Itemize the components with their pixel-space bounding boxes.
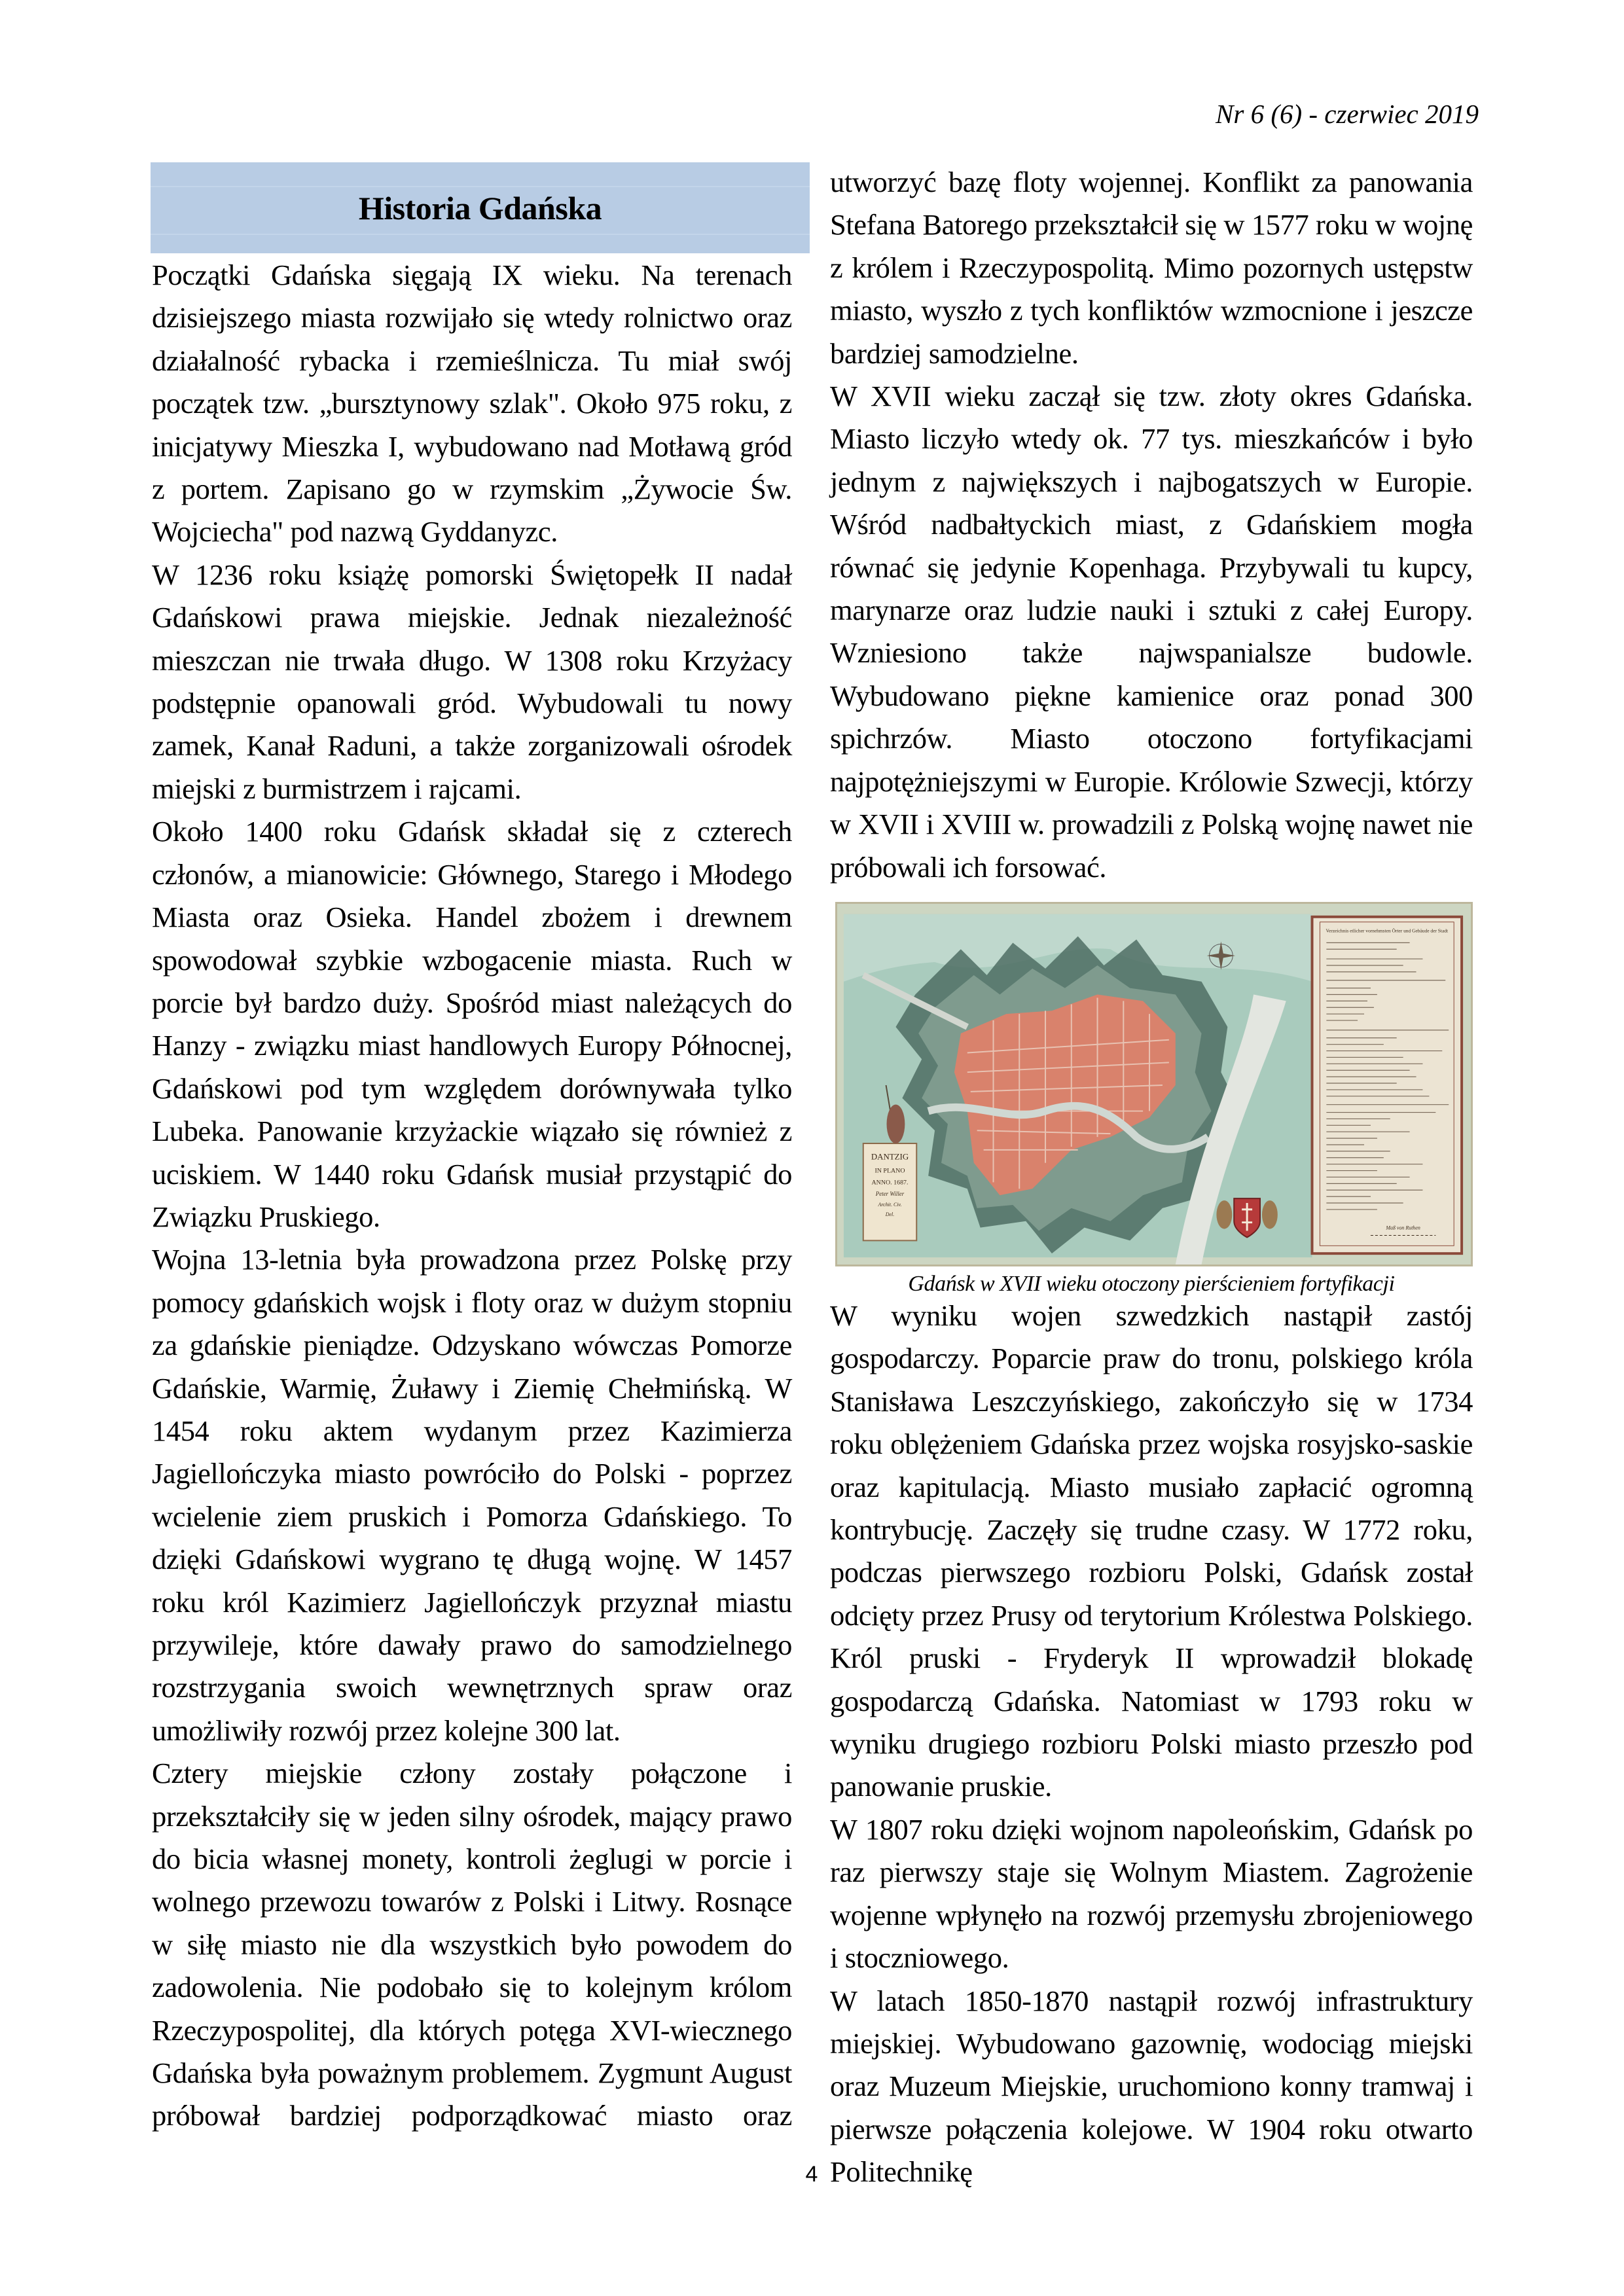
right-column-upper — [830, 161, 1473, 889]
svg-text:Peter Willer: Peter Willer — [875, 1191, 905, 1198]
map-legend-heading: Verzeichnis etlicher vornehmsten Örter und Gebäude der Stadt — [1326, 927, 1449, 934]
historic-map-image — [835, 902, 1473, 1266]
svg-text:Archit. Civ.: Archit. Civ. — [878, 1201, 902, 1208]
paragraph: W wyniku wojen szwedzkich nastąpił zastój gospodarczy. Poparcie praw do tronu, polskiego króla Stanisława Leszczyńskiego, zakończyło się w 1734 roku oblężeniem Gdańska przez wojska rosyjsko-saskie oraz kapitulacją. Miasto musiało zapłacić ogromną kontrybucję. Zaczęły się trudne czasy. W 1772 roku, podczas pierwszego rozbioru Polski, Gdańsk został odcięty przez Prusy od terytorium Królestwa Polskiego. Król pruski - Fryderyk II wprowadził blokadę gospodarczą Gdańska. Natomiast w 1793 roku w wyniku drugiego rozbioru Polski miasto przeszło pod panowanie pruskie. — [830, 1299, 1473, 1803]
map-scale-label: Maß von Ruthen — [1386, 1225, 1420, 1231]
svg-text:Del.: Del. — [885, 1211, 895, 1217]
svg-text:ANNO. 1687.: ANNO. 1687. — [871, 1179, 909, 1187]
paragraph: utworzyć bazę floty wojennej. Konflikt za panowania Stefana Batorego przekształcił się w 1577 roku w wojnę z królem i Rzeczypospolitą. Mimo pozornych ustępstw miasto, wyszło z tych konfliktów wzmocnione i jeszcze bardziej samodzielne. — [830, 166, 1473, 370]
right-column-lower — [830, 1295, 1473, 2194]
paragraph: Około 1400 roku Gdańsk składał się z czterech członów, a mianowicie: Głównego, Starego i Młodego Miasta oraz Osieka. Handel zbożem i drewnem spowodował szybkie wzbogacenie miasta. Ruch w porcie był bardzo duży. Spośród miast należących do Hanzy - związku miast handlowych Europy Północnej, Gdańskowi pod tym względem dorównywała tylko Lubeka. Panowanie krzyżackie wiązało się również z uciskiem. W 1440 roku Gdańsk musiał przystąpić do Związku Pruskiego. — [152, 815, 792, 1233]
left-column — [152, 254, 792, 2138]
paragraph: Początki Gdańska sięgają IX wieku. Na terenach dzisiejszego miasta rozwijało się wtedy rolnictwo oraz działalność rybacka i rzemieślnicza. Tu miał swój początek tzw. „bursztynowy szlak". Około 975 roku, z inicjatywy Mieszka I, wybudowano nad Motławą gród z portem. Zapisano go w rzymskim „Żywocie Św. Wojciecha" pod nazwą Gyddanyzc. — [152, 259, 792, 548]
paragraph: W 1807 roku dzięki wojnom napoleońskim, Gdańsk po raz pierwszy staje się Wolnym Miastem. Zagrożenie wojenne wpłynęło na rozwój przemysłu zbrojeniowego i stoczniowego. — [830, 1812, 1473, 1975]
map-illustration — [837, 904, 1471, 1265]
paragraph: W latach 1850-1870 nastąpił rozwój infrastruktury miejskiej. Wybudowano gazownię, wodociąg miejski oraz Muzeum Miejskie, uruchomiono konny tramwaj i pierwsze połączenia kolejowe. W 1904 roku otwarto Politechnikę — [830, 1984, 1473, 2189]
paragraph: W XVII wieku zaczął się tzw. złoty okres Gdańska. Miasto liczyło wtedy ok. 77 tys. mieszkańców i było jednym z największych i najbogatszych w Europie. Wśród nadbałtyckich miast, z Gdańskiem mogła równać się jedynie Kopenhaga. Przybywali tu kupcy, marynarze oraz ludzie nauki i sztuki z całej Europy. Wzniesiono także najwspanialsze budowle. Wybudowano piękne kamienice oraz ponad 300 spichrzów. Miasto otoczono fortyfikacjami najpotężniejszymi w Europie. Królowie Szwecji, którzy w XVII i XVIII w. prowadzili z Polską wojnę nawet nie próbowali ich forsować. — [830, 380, 1473, 884]
paragraph: Cztery miejskie człony zostały połączone i przekształciły się w jeden silny ośrodek, mający prawo do bicia własnej monety, kontroli żeglugi w porcie i wolnego przewozu towarów z Polski i Litwy. Rosnące w siłę miasto nie dla wszystkich było powodem do zadowolenia. Nie podobało się to kolejnym królom Rzeczypospolitej, dla których potęga XVI-wiecznego Gdańska była poważnym problemem. Zygmunt August próbował bardziej podporządkować miasto oraz — [152, 1757, 792, 2132]
figure-caption: Gdańsk w XVII wieku otoczony pierścieniem fortyfikacji — [908, 1272, 1395, 1296]
paragraph: W 1236 roku książę pomorski Świętopełk II nadał Gdańskowi prawa miejskie. Jednak niezależność mieszczan nie trwała długo. W 1308 roku Krzyżacy podstępnie opanowali gród. Wybudowali tu nowy zamek, Kanał Raduni, a także zorganizowali ośrodek miejski z burmistrzem i rajcami. — [152, 558, 792, 805]
article-title-band — [151, 162, 810, 253]
page-number: 4 — [805, 2162, 818, 2187]
issue-label: Nr 6 (6) - czerwiec 2019 — [1216, 99, 1479, 129]
svg-text:IN PLANO: IN PLANO — [875, 1167, 905, 1175]
paragraph: Wojna 13-letnia była prowadzona przez Polskę przy pomocy gdańskich wojsk i floty oraz w dużym stopniu za gdańskie pieniądze. Odzyskano wówczas Pomorze Gdańskie, Warmię, Żuławy i Ziemię Chełmińską. W 1454 roku aktem wydanym przez Kazimierza Jagiellończyka miasto powróciło do Polski - poprzez wcielenie ziem pruskich i Pomorza Gdańskiego. To dzięki Gdańskowi wygrano tę długą wojnę. W 1457 roku król Kazimierz Jagiellończyk przyznał miastu przywileje, które dawały prawo do samodzielnego rozstrzygania swoich wewnętrznych spraw oraz umożliwiły rozwój przez kolejne 300 lat. — [152, 1243, 792, 1747]
article-title: Historia Gdańska — [358, 189, 602, 226]
cartouche-title: DANTZIG — [871, 1152, 909, 1162]
